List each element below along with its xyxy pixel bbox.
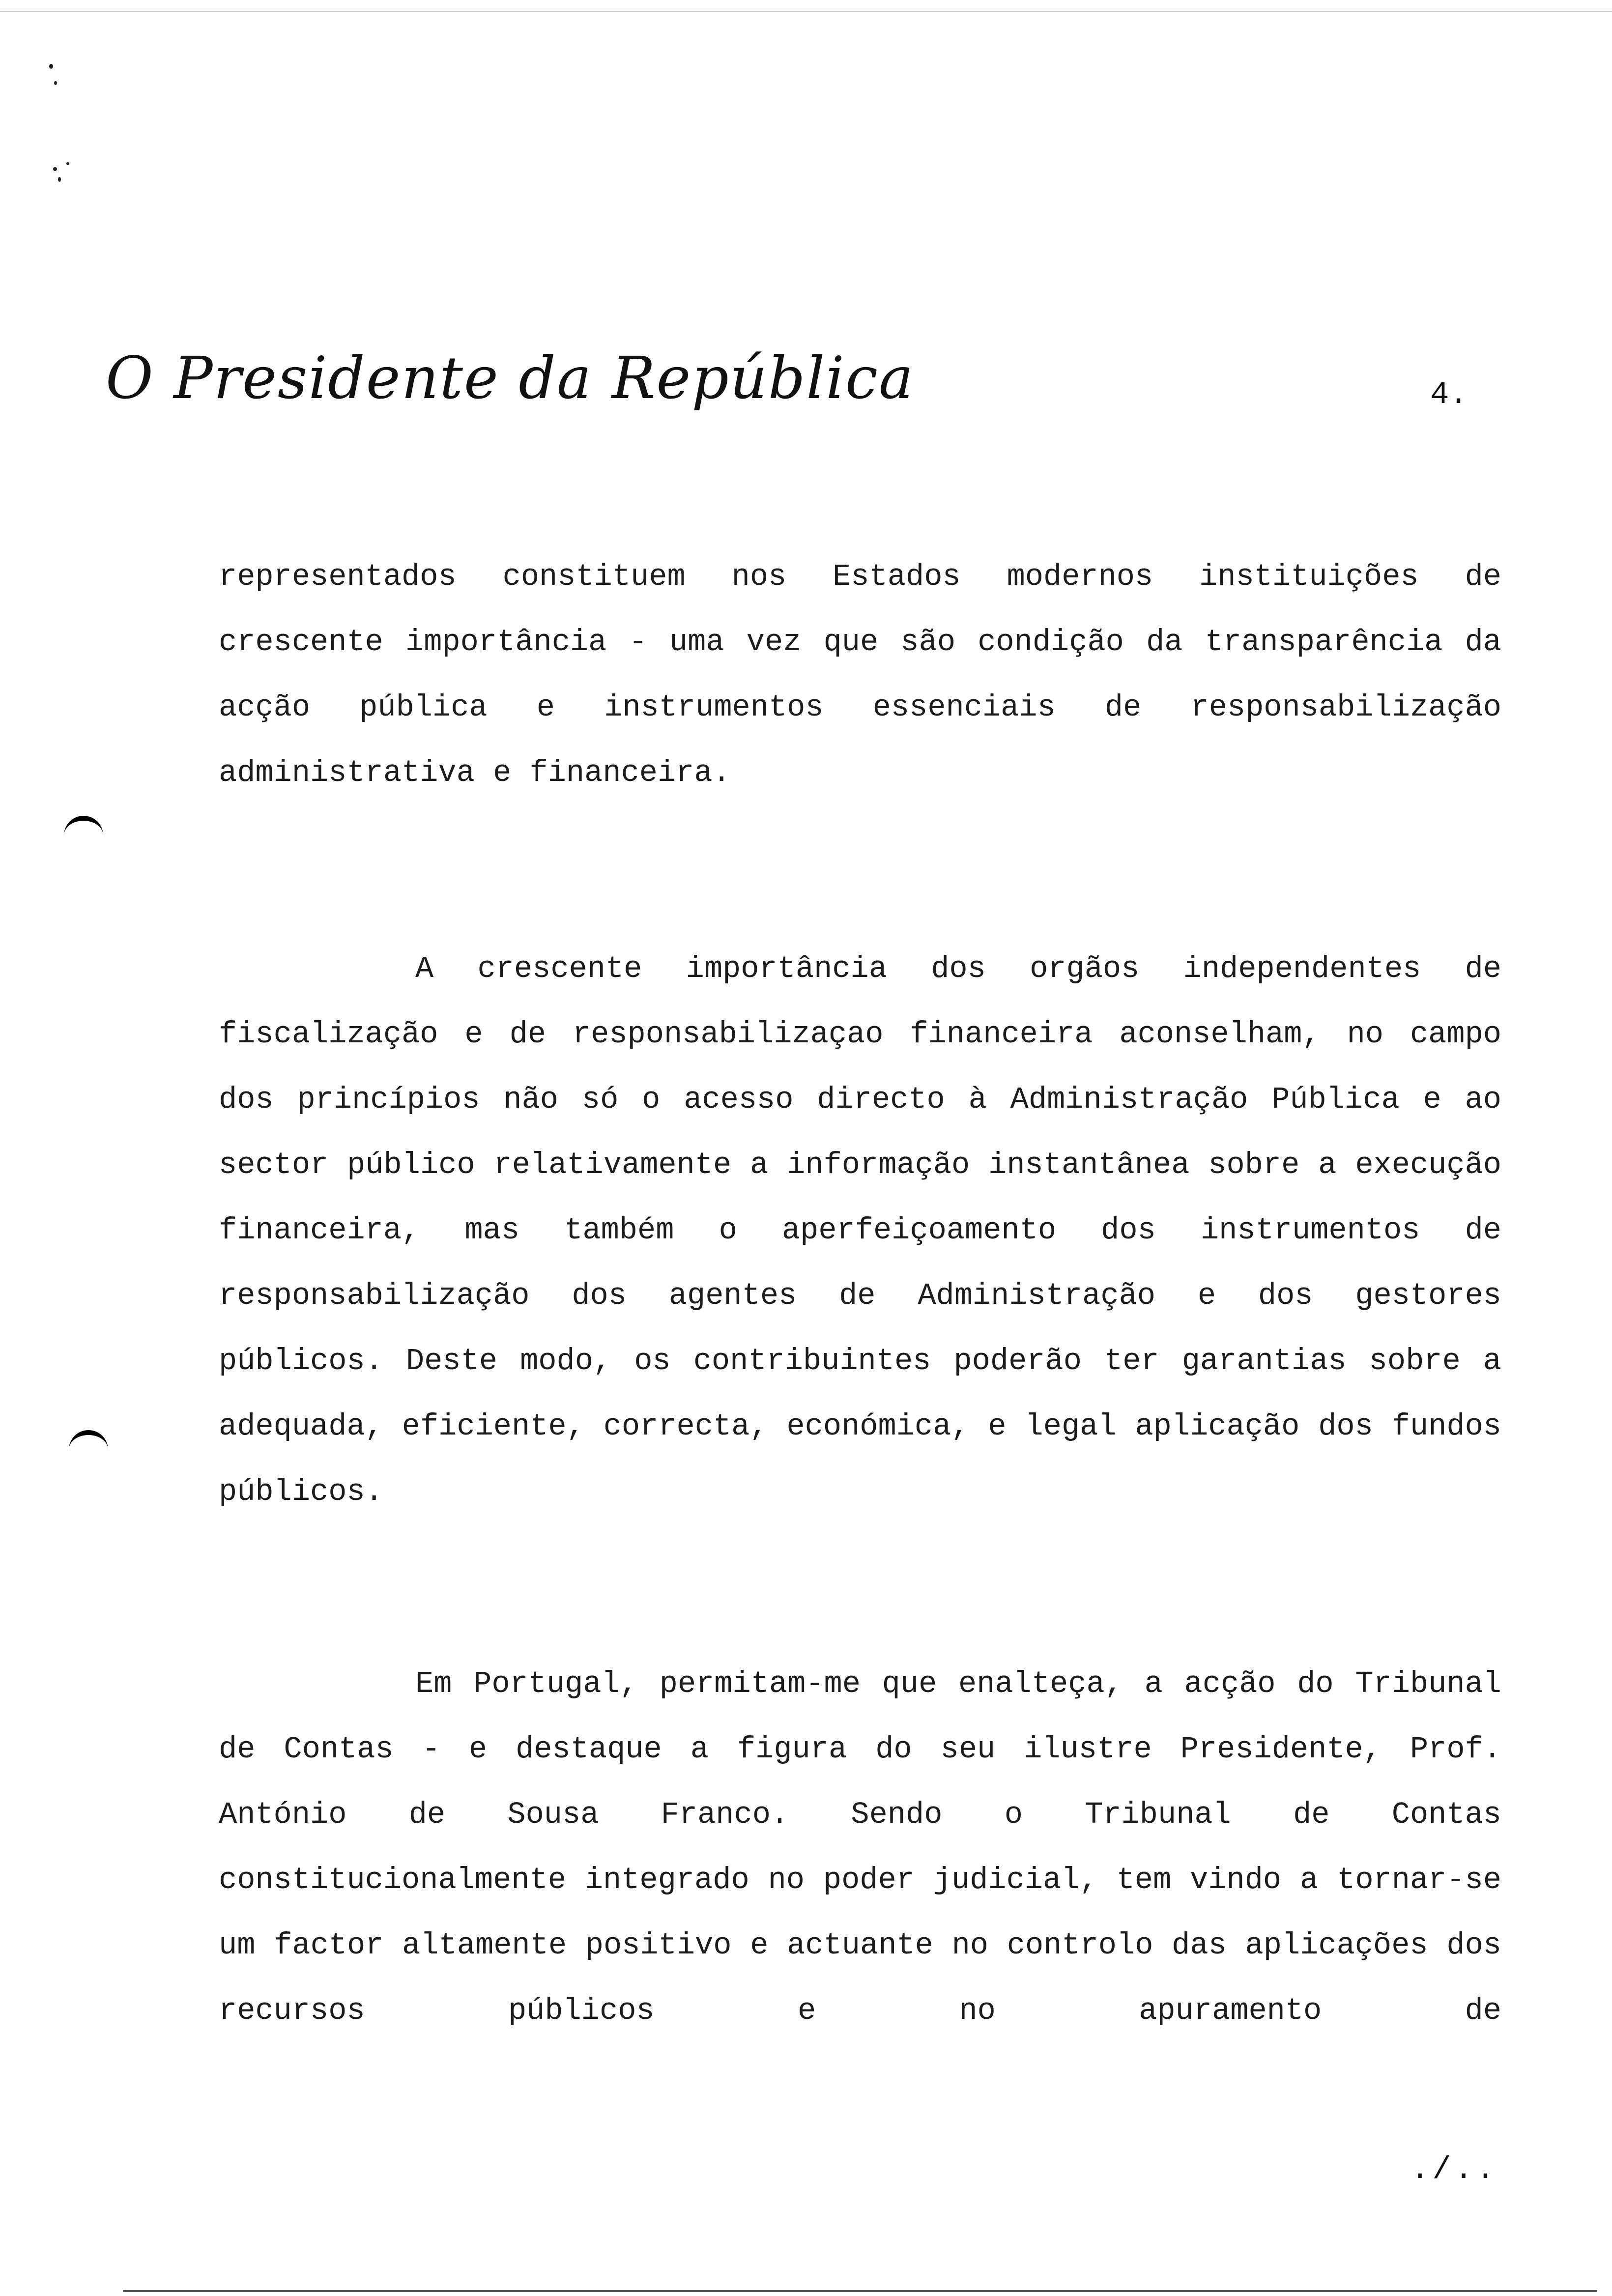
scan-edge-line xyxy=(0,11,1612,12)
scan-speck xyxy=(58,177,61,182)
scan-speck xyxy=(49,64,53,69)
scan-speck xyxy=(53,167,57,171)
paragraph-2: A crescente importância dos orgãos independentes de fiscalização e de responsabilizaçao financeira aconselham, no campo dos princípios não só o acesso directo à Administração Pública e ao sector público relativamente a informação instantânea sobre a execução financeira, mas também o aperfeiçoamento dos instrumentos de responsabilização dos agentes de Administração e dos gestores públicos. Deste modo, os contribuintes poderão ter garantias sobre a adequada, eficiente, correcta, económica, e legal aplicação dos fundos públicos. xyxy=(219,951,1501,1509)
continuation-mark: ./.. xyxy=(1410,2152,1498,2188)
letterhead-title: O Presidente da República xyxy=(106,344,915,412)
paragraph-3: Em Portugal, permitam-me que enalteça, a acção do Tribunal de Contas - e destaque a figura do seu ilustre Presidente, Prof. António de Sousa Franco. Sendo o Tribunal de Contas constitucionalmente integrado no poder judicial, tem vindo a tornar-se um factor altamente positivo e actuante no controlo das aplicações dos recursos públicos e no apuramento de xyxy=(219,1666,1501,2028)
punch-hole-mark xyxy=(69,1430,108,1469)
punch-hole-mark xyxy=(64,816,103,855)
scan-bottom-line xyxy=(123,2290,1597,2292)
scan-speck xyxy=(54,81,57,85)
paragraph-1: representados constituem nos Estados modernos instituições de crescente importância - uma vez que são condição da transparência da acção pública e instrumentos essenciais de responsabilização administrativa e financeira. xyxy=(219,559,1501,790)
scan-speck xyxy=(66,162,69,165)
page-number: 4. xyxy=(1430,377,1468,413)
